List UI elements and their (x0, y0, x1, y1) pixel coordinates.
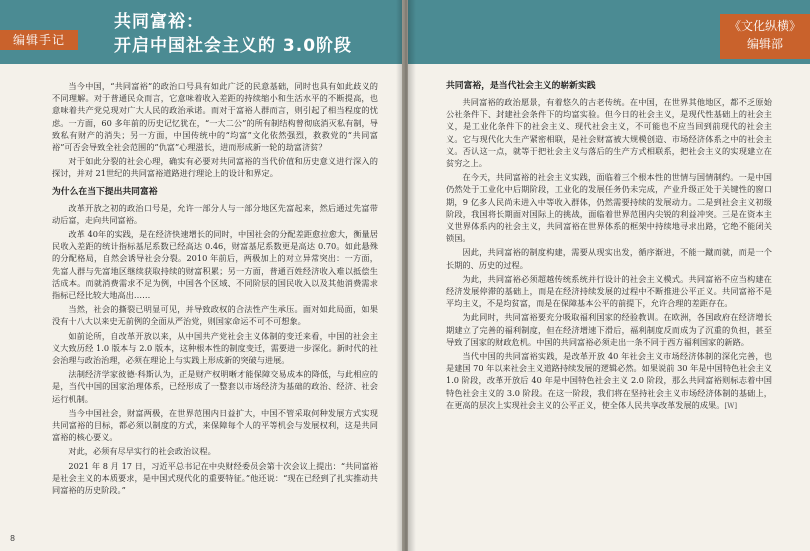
paragraph: 在今天，共同富裕的社会主义实践，面临着三个根本性的世情与国情制约。一是中国仍然处于工业化中后期阶段，工业化的发展任务仍未完成，产业升级正处于关键性的窗口期，9 亿多人民尚未进入中等收入群体，仍然需要持续的发展动力。二是到社会主义初级阶段，我国将长期面对国际上的挑战，面临着世界范围内尖锐的利益冲突。三是在资本主义世界体系内的社会主义，共同富裕在世界体系的框架中持续地寻求出路，它绝不能闭关锁国。 (446, 172, 772, 244)
paragraph: 当今中国，“共同富裕”的政治口号具有如此广泛的民意基础，同时也具有如此歧义的不同理解。对于普通民众而言，它意味着收入差距的持续缩小和生活水平的不断提高，也意味着共产党兑现对广大人民的政治承诺。而对于富裕人群而言，则引起了相当程度的忧虑。一方面，60 多年前的历史记忆犹在，“一大二公”的所有制结构曾彻底消灭私有制，导致私有财产的消失；另一方面，中国传统中的“均富”文化依然强烈，救救党的“共同富裕”可否会导致全社会范围的“仇富”心理滋长，进而形成新一轮的劫富济贫？ (52, 81, 378, 153)
left-header-banner (0, 0, 402, 64)
paragraph: 改革 40年的实践，是在经济快速增长的同时，中国社会的分配差距愈拉愈大，衡量居民收入差距的统计指标基尼系数已经高达 0.46，财富基尼系数更是高达 0.70。如此悬殊的分配格局，自然会诱导社会分裂。2010 年前后，两极加上的对立异常突出：一方面，先富人群与先富地区继续获取持续的财富积累；另一方面，普通百姓经济收入难以抵偿生活成本。而就消费需求不足为例，中国各个区域、不同阶层的国民收入以及其他消费需求指标已经比较大地高出…… (52, 229, 378, 301)
paragraph: 如前论所，自改革开放以来，从中国共产党社会主义体制的变迁来看，中国的社会主义大致历经 1.0 版本与 2.0 版本，这种根本性的制度变迁，需要进一步深化。新时代的社会治理与政治治理，必须在理论上与实践上形成新的突破与进展。 (52, 330, 378, 366)
paragraph: 对此，必须有尽早实行的社会政治议程。 (68, 446, 216, 457)
left-column (52, 80, 378, 498)
section-heading: 共同富裕，是当代社会主义的崭新实践 (446, 81, 596, 91)
right-header-banner (408, 0, 810, 64)
paragraph: 改革开放之初的政治口号是，允许一部分人与一部分地区先富起来，然后通过先富带动后富，走向共同富裕。 (52, 202, 378, 225)
paragraph: 当然，社会的撕裂已明显可见，并导致政权的合法性产生承压。面对如此局面，如果没有十八大以来史无前例的全面从严治党，则国家命运不可不可想象。 (52, 304, 378, 327)
paragraph (446, 350, 772, 412)
article-title (114, 10, 352, 58)
title-line-1: 共同富裕： (114, 12, 204, 32)
paragraph: 法制经济学家彼德·科斯认为，正是财产权明晰才能保障交易成本的降低，与此相应的是，当代中国的国家治理体系，已经形成了一整套以市场经济为基础的政治、经济、社会运行机制。 (52, 369, 378, 404)
paragraph: 为此同时，共同富裕要充分吸取福利国家的经验教训。在欧洲，各国政府在经济增长期建立了完善的福利制度，但在经济增速下滑后，福利制度反而成为了沉重的负担，甚至导致了国家的财政危机。中国的共同富裕必须走出一条不同于西方福利国家的新路。 (446, 312, 772, 347)
title-line-2: 开启中国社会主义的 3.0阶段 (114, 36, 353, 56)
editorial-tag-line-2: 编辑部 (746, 37, 783, 51)
paragraph: 当今中国社会，财富两极，在世界范围内日益扩大，中国不管采取何种发展方式实现共同富裕的目标，都必须以制度的方式，来保障每个人的平等机会与发展权利，这是共同富裕的核心要义。 (52, 407, 378, 443)
section-heading: 为什么在当下提出共同富裕 (52, 186, 158, 197)
end-mark: [W] (724, 401, 738, 410)
paragraph: 为此，共同富裕必须超越传统系统并行设计的社会主义模式。共同富裕不应当构建在经济发展停滞的基础上，而是在经济持续发展的过程中不断推进公平正义。共同富裕不是平均主义，不是均贫富，而是在保障基本公平的前提下，允许合理的差距存在。 (446, 273, 772, 309)
right-column (446, 80, 772, 414)
section-tag: 编辑手记 (0, 30, 78, 50)
right-page (408, 0, 810, 551)
book-gutter-shadow (396, 0, 416, 551)
paragraph: 共同富裕的政治愿景，有着悠久的古老传统。在中国，在世界其他地区，都不乏原始公社条件下、封建社会条件下的均富实验。但今日的社会主义，是现代性基础上的社会主义，是工业化条件下的社会主义、现代社会主义，不可能也不应当回到前现代的社会主义。它与现代化大生产紧密相联，是社会财富被大规模创造、市场经济体系之中的社会主义。否认这一点，就等于把社会主义与落后的生产方式相联系，把社会主义的实现建立在贫穷之上。 (446, 97, 772, 169)
paragraph-text: 当代中国的共同富裕实践，是改革开放 40 年社会主义市场经济体制的深化完善，也是建国 70 年以来社会主义道路持续发展的逻辑必然。如果说前 30 年是中国特色社会主义 1.0 阶段，改革开放后 40 年是中国特色社会主义 2.0 阶段，那么共同富裕则标志着中国特色社会主义的 3.0 阶段。在这一阶段，我们将在坚持社会主义市场经济体制的基础上，在更高的层次上实现社会主义的公平正义，使全体人民共享改革发展的成果。 (446, 351, 772, 410)
paragraph: 因此，共同富裕的制度构建，需要从现实出发，循序渐进，不能一蹴而就，而是一个长期的、历史的过程。 (446, 247, 772, 270)
paragraph: 对于如此分裂的社会心理，确实有必要对共同富裕的当代价值和历史意义进行深入的探讨，并对 21世纪的共同富裕道路进行理论上的设计和界定。 (52, 156, 378, 179)
page-number: 8 (10, 534, 16, 543)
paragraph: 2021 年 8 月 17 日，习近平总书记在中央财经委员会第十次会议上提出：“共同富裕是社会主义的本质要求，是中国式现代化的重要特征。”他还说：“现在已经到了扎实推动共同富裕的历史阶段。” (52, 460, 378, 496)
left-page (0, 0, 402, 551)
editorial-tag-line-1: 《文化纵横》 (728, 19, 801, 33)
editorial-tag (720, 14, 810, 59)
